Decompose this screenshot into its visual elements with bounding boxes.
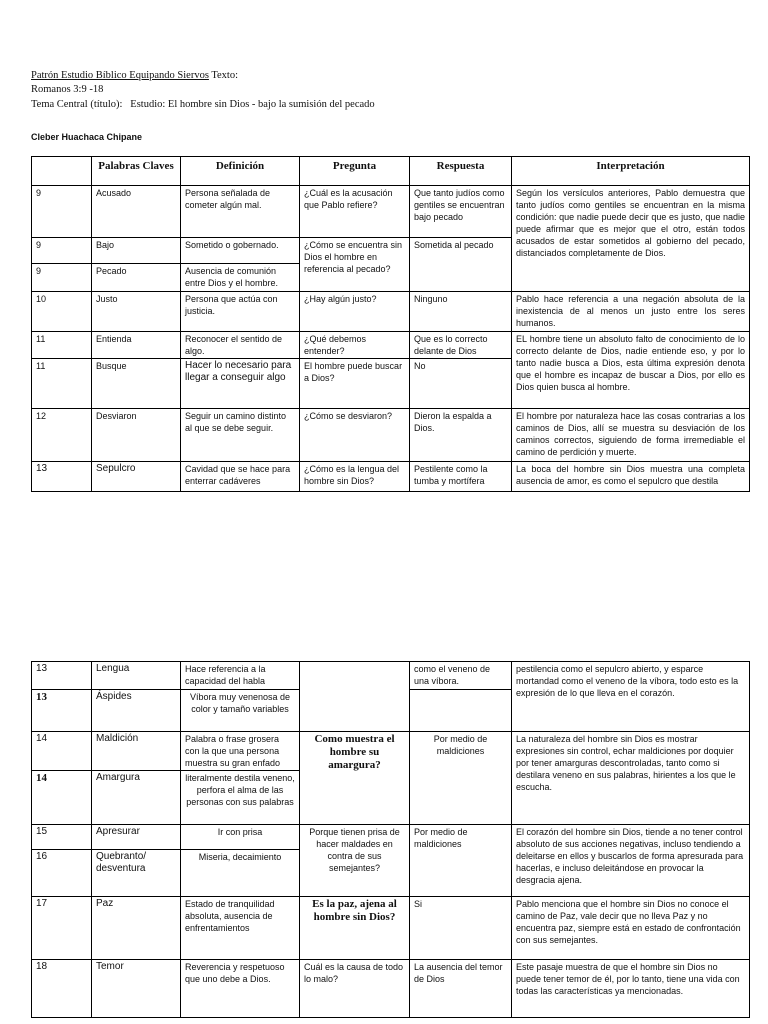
definition: Hacer lo necesario para llegar a conseguir algo xyxy=(181,359,300,409)
keyword: Busque xyxy=(92,359,181,409)
keyword: Amargura xyxy=(92,771,181,825)
header-line-1 xyxy=(31,69,238,83)
header-text-label: Texto: xyxy=(208,70,239,81)
verse-number: 11 xyxy=(32,332,92,359)
keyword: Apresurar xyxy=(92,825,181,850)
header-cell-question: Pregunta xyxy=(300,157,410,186)
question: ¿Cómo se encuentra sin Dios el hombre en referencia al pecado? xyxy=(300,238,410,292)
answer: Que es lo correcto delante de Dios xyxy=(410,332,512,359)
answer: Sometida al pecado xyxy=(410,238,512,292)
answer: Que tanto judíos como gentiles se encuentran bajo pecado xyxy=(410,186,512,238)
header-cell-number xyxy=(32,157,92,186)
question: ¿Cuál es la acusación que Pablo refiere? xyxy=(300,186,410,238)
verse-number: 13 xyxy=(32,662,92,690)
table-row xyxy=(32,897,750,960)
verse-number: 9 xyxy=(32,238,92,264)
keyword: Bajo xyxy=(92,238,181,264)
author-name: Cleber Huachaca Chipane xyxy=(31,132,143,142)
table-row xyxy=(32,662,750,690)
header-cell-interpretation: Interpretación xyxy=(512,157,750,186)
verse-number: 14 xyxy=(32,771,92,825)
interpretation: Este pasaje muestra de que el hombre sin Dios no puede tener temor de él, por lo tanto, tiene una vida con todas las características ya mencionadas. xyxy=(512,960,750,1018)
answer: como el veneno de una víbora. xyxy=(410,662,512,690)
table-row xyxy=(32,960,750,1018)
question: ¿Cómo se desviaron? xyxy=(300,409,410,462)
verse-number: 12 xyxy=(32,409,92,462)
study-table-1 xyxy=(31,156,750,492)
interpretation: La boca del hombre sin Dios muestra una completa ausencia de amor, es como el sepulcro que destila xyxy=(512,462,750,492)
verse-number: 11 xyxy=(32,359,92,409)
keyword: Quebranto/ desventura xyxy=(92,850,181,897)
question: Como muestra el hombre su amargura? xyxy=(300,732,410,825)
definition: Estado de tranquilidad absoluta, ausencia de enfrentamientos xyxy=(181,897,300,960)
interpretation: Según los versículos anteriores, Pablo demuestra que tanto judíos como gentiles se encuentran en la misma condición: que nadie puede decir que es justo, que nadie puede afirmar que es mejor que el otro, están todos acusados de estar sometidos al gobierno del pecado, distanciados completamente de Dios. xyxy=(512,186,750,292)
definition: Seguir un camino distinto al que se debe seguir. xyxy=(181,409,300,462)
keyword: Temor xyxy=(92,960,181,1018)
definition: Ir con prisa xyxy=(181,825,300,850)
definition: Hace referencia a la capacidad del habla xyxy=(181,662,300,690)
question: ¿Hay algún justo? xyxy=(300,292,410,332)
verse-number: 17 xyxy=(32,897,92,960)
keyword: Maldición xyxy=(92,732,181,771)
answer: No xyxy=(410,359,512,409)
interpretation: El corazón del hombre sin Dios, tiende a no tener control absoluto de sus acciones negativas, incluso tendiendo a deleitarse en ellos y buscarlos de forma apresurada para hacerlas, e incluso deleitándose en provocar la desgracia ajena. xyxy=(512,825,750,897)
answer: Dieron la espalda a Dios. xyxy=(410,409,512,462)
answer: Por medio de maldiciones xyxy=(410,825,512,897)
table-row xyxy=(32,825,750,850)
interpretation: pestilencia como el sepulcro abierto, y esparce mortandad como el veneno de la víbora, todo esto es la expresión de lo que lleva en el corazón. xyxy=(512,662,750,732)
definition: Víbora muy venenosa de color y tamaño variables xyxy=(181,690,300,732)
keyword: Desviaron xyxy=(92,409,181,462)
definition: Cavidad que se hace para enterrar cadáveres xyxy=(181,462,300,492)
verse-number: 16 xyxy=(32,850,92,897)
definition: Persona que actúa con justicia. xyxy=(181,292,300,332)
keyword: Acusado xyxy=(92,186,181,238)
question xyxy=(300,662,410,732)
answer: Pestilente como la tumba y mortífera xyxy=(410,462,512,492)
verse-number: 13 xyxy=(32,690,92,732)
header-cell-keywords: Palabras Claves xyxy=(92,157,181,186)
table-row xyxy=(32,732,750,771)
question: ¿Qué debemos entender? xyxy=(300,332,410,359)
verse-number: 15 xyxy=(32,825,92,850)
question: El hombre puede buscar a Dios? xyxy=(300,359,410,409)
definition: Reverencia y respetuoso que uno debe a Dios. xyxy=(181,960,300,1018)
interpretation: Pablo menciona que el hombre sin Dios no conoce el camino de Paz, vale decir que no lleva Paz y no encuentra paz, siempre está en estado de confrontación con sus semejantes. xyxy=(512,897,750,960)
interpretation: La naturaleza del hombre sin Dios es mostrar expresiones sin control, echar maldiciones por doquier por tener amarguras descontroladas, tanto como si destilara veneno en sus palabras, hirientes a los que le escucha. xyxy=(512,732,750,825)
interpretation: EL hombre tiene un absoluto falto de conocimiento de lo correcto delante de Dios, nadie entiende eso, y por lo tanto nadie busca a Dios, esta última expresión denota que el hombre es incapaz de buscar a Dios, por ello es Dios quien busca al hombre. xyxy=(512,332,750,409)
header-cell-answer: Respuesta xyxy=(410,157,512,186)
question: Porque tienen prisa de hacer maldades en contra de sus semejantes? xyxy=(300,825,410,897)
keyword: Lengua xyxy=(92,662,181,690)
keyword: Pecado xyxy=(92,264,181,292)
table-row xyxy=(32,409,750,462)
definition: Ausencia de comunión entre Dios y el hombre. xyxy=(181,264,300,292)
header-pattern-title: Patrón Estudio Bíblico Equipando Siervos xyxy=(31,70,209,81)
verse-number: 18 xyxy=(32,960,92,1018)
table-row xyxy=(32,292,750,332)
definition: literalmente destila veneno, perfora el alma de las personas con sus palabras xyxy=(181,771,300,825)
table-row xyxy=(32,462,750,492)
study-table-2 xyxy=(31,661,750,1018)
keyword: Paz xyxy=(92,897,181,960)
header-line-2: Romanos 3:9 -18 xyxy=(31,84,104,95)
interpretation: El hombre por naturaleza hace las cosas contrarias a los caminos de Dios, allí se muestra su desviación de los caminos correctos, siguiendo de forma irremediable el camino de perdición y muerte. xyxy=(512,409,750,462)
central-theme-label: Tema Central (título): xyxy=(31,99,123,110)
question: Es la paz, ajena al hombre sin Dios? xyxy=(300,897,410,960)
verse-number: 10 xyxy=(32,292,92,332)
definition: Miseria, decaimiento xyxy=(181,850,300,897)
answer xyxy=(410,690,512,732)
definition: Persona señalada de cometer algún mal. xyxy=(181,186,300,238)
interpretation: Pablo hace referencia a una negación absoluta de la inexistencia de al menos un justo entre los seres humanos. xyxy=(512,292,750,332)
verse-number: 14 xyxy=(32,732,92,771)
table-row xyxy=(32,186,750,238)
table-header-row xyxy=(32,157,750,186)
verse-number: 9 xyxy=(32,186,92,238)
verse-number: 9 xyxy=(32,264,92,292)
keyword: Entienda xyxy=(92,332,181,359)
keyword: Áspides xyxy=(92,690,181,732)
definition: Sometido o gobernado. xyxy=(181,238,300,264)
table-row xyxy=(32,332,750,359)
verse-number: 13 xyxy=(32,462,92,492)
definition: Reconocer el sentido de algo. xyxy=(181,332,300,359)
question: Cuál es la causa de todo lo malo? xyxy=(300,960,410,1018)
question: ¿Cómo es la lengua del hombre sin Dios? xyxy=(300,462,410,492)
answer: La ausencia del temor de Dios xyxy=(410,960,512,1018)
definition: Palabra o frase grosera con la que una persona muestra su gran enfado xyxy=(181,732,300,771)
header-cell-definition: Definición xyxy=(181,157,300,186)
answer: Ninguno xyxy=(410,292,512,332)
study-title: Estudio: El hombre sin Dios - bajo la sumisión del pecado xyxy=(130,99,375,110)
keyword: Sepulcro xyxy=(92,462,181,492)
answer: Por medio de maldiciones xyxy=(410,732,512,825)
header-line-3 xyxy=(31,98,375,112)
keyword: Justo xyxy=(92,292,181,332)
answer: Si xyxy=(410,897,512,960)
